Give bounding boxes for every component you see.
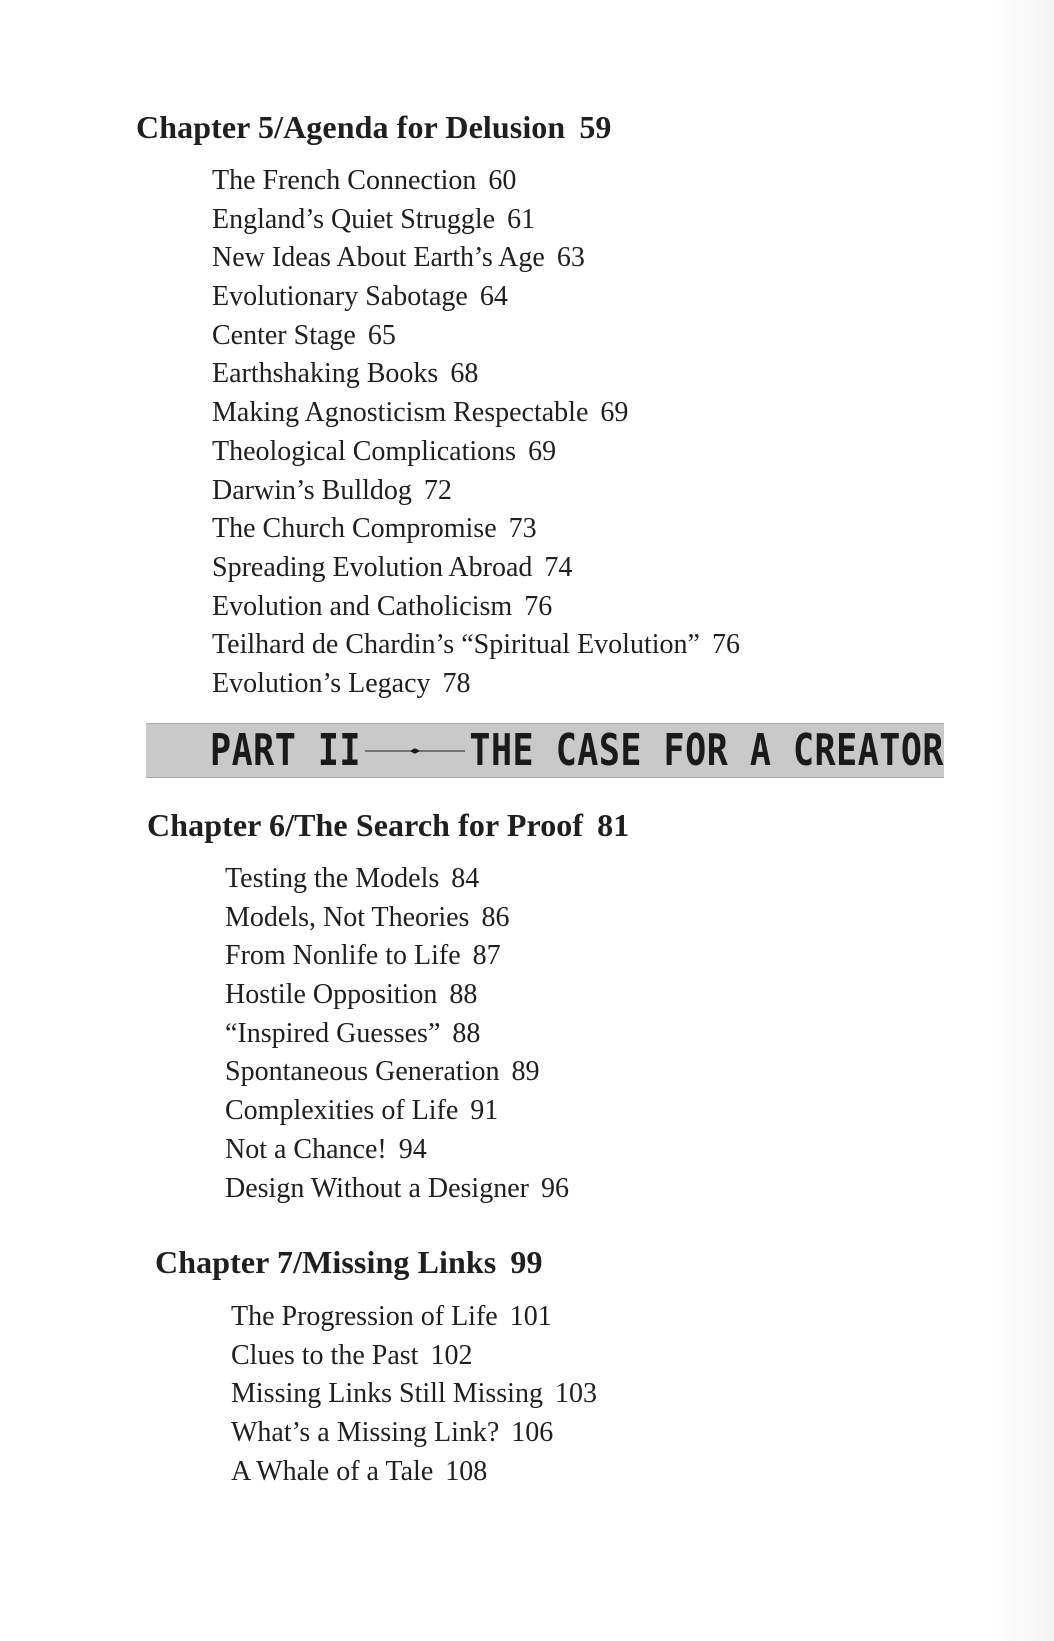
toc-entry: [212, 355, 740, 394]
entry-page-number: 86: [481, 901, 510, 933]
entry-page-number: 101: [509, 1301, 552, 1332]
entry-title: Evolution’s Legacy: [212, 667, 431, 699]
entry-page-number: 73: [508, 513, 537, 545]
toc-entry: [225, 899, 569, 938]
entry-page-number: 103: [554, 1378, 597, 1410]
toc-entry: [225, 1053, 569, 1092]
toc-entry: [225, 976, 569, 1015]
chapter-page-number: 81: [597, 807, 630, 843]
toc-entry: [212, 278, 740, 317]
toc-entry: [231, 1298, 597, 1337]
chapter-entries-list: [225, 860, 569, 1208]
entry-title: Spontaneous Generation: [225, 1056, 500, 1088]
entry-title: Spreading Evolution Abroad: [212, 551, 533, 583]
entry-page-number: 60: [488, 165, 517, 196]
entry-page-number: 68: [450, 358, 479, 390]
chapter-heading: [155, 1244, 543, 1281]
toc-entry: [212, 239, 740, 278]
toc-entry: [212, 549, 740, 588]
entry-title: “Inspired Guesses”: [225, 1017, 441, 1049]
toc-entry: [231, 1375, 597, 1414]
toc-entry: [225, 1170, 569, 1209]
toc-entry: [212, 510, 740, 549]
part-subtitle: THE CASE FOR A CREATOR: [469, 725, 944, 776]
toc-entry: [225, 1015, 569, 1054]
toc-entry: [212, 162, 740, 201]
toc-entry: [231, 1453, 597, 1492]
toc-entry: [225, 860, 569, 899]
entry-title: Design Without a Designer: [225, 1172, 529, 1204]
chapter-heading: [136, 109, 612, 146]
toc-entry: [212, 665, 740, 704]
entry-page-number: 76: [524, 590, 553, 622]
entry-page-number: 61: [507, 203, 536, 235]
entry-page-number: 65: [367, 319, 396, 351]
toc-entry: [231, 1414, 597, 1453]
entry-title: Testing the Models: [225, 863, 440, 894]
entry-title: Center Stage: [212, 319, 356, 351]
entry-page-number: 72: [423, 474, 452, 506]
entry-page-number: 91: [470, 1095, 499, 1127]
entry-title: The Progression of Life: [231, 1301, 498, 1332]
chapter-title: Chapter 6/The Search for Proof: [147, 807, 584, 843]
toc-entry: [212, 201, 740, 240]
entry-page-number: 108: [445, 1455, 488, 1487]
entry-title: Theological Complications: [212, 435, 517, 467]
entry-title: Earthshaking Books: [212, 358, 439, 390]
entry-page-number: 102: [430, 1339, 473, 1371]
chapter-heading: [147, 807, 629, 844]
page-edge-shadow: [994, 0, 1054, 1641]
entry-page-number: 106: [511, 1417, 554, 1449]
entry-title: Not a Chance!: [225, 1133, 387, 1165]
entry-title: Complexities of Life: [225, 1095, 459, 1127]
entry-title: Evolutionary Sabotage: [212, 281, 468, 313]
toc-entry: [225, 937, 569, 976]
entry-title: Making Agnosticism Respectable: [212, 397, 589, 429]
entry-title: Hostile Opposition: [225, 979, 438, 1011]
toc-entry: [212, 626, 740, 665]
entry-page-number: 94: [398, 1133, 427, 1165]
chapter-title: Chapter 5/Agenda for Delusion: [136, 109, 566, 145]
entry-page-number: 78: [442, 667, 471, 699]
entry-title: Missing Links Still Missing: [231, 1378, 543, 1410]
entry-page-number: 87: [472, 940, 501, 972]
entry-title: Teilhard de Chardin’s “Spiritual Evolution”: [212, 629, 700, 661]
entry-page-number: 88: [452, 1017, 481, 1049]
entry-title: Models, Not Theories: [225, 901, 470, 933]
entry-page-number: 96: [540, 1172, 569, 1204]
entry-title: Darwin’s Bulldog: [212, 474, 412, 506]
entry-title: England’s Quiet Struggle: [212, 203, 496, 235]
entry-page-number: 63: [556, 242, 585, 274]
entry-title: New Ideas About Earth’s Age: [212, 242, 545, 274]
chapter-page-number: 59: [579, 109, 612, 145]
entry-title: From Nonlife to Life: [225, 940, 461, 972]
toc-entry: [212, 317, 740, 356]
toc-entry: [212, 433, 740, 472]
toc-entry: [231, 1337, 597, 1376]
entry-page-number: 74: [544, 551, 573, 583]
entry-title: The French Connection: [212, 165, 477, 196]
toc-entry: [212, 588, 740, 627]
part-banner: [146, 723, 944, 778]
chapter-entries-list: [212, 162, 740, 704]
entry-page-number: 84: [451, 863, 480, 894]
entry-page-number: 89: [511, 1056, 540, 1088]
entry-page-number: 69: [600, 397, 629, 429]
entry-title: What’s a Missing Link?: [231, 1417, 500, 1449]
toc-entry: [225, 1131, 569, 1170]
entry-page-number: 76: [711, 629, 740, 661]
chapter-page-number: 99: [510, 1244, 543, 1280]
diamond-rule-icon: [365, 741, 465, 761]
chapter-title: Chapter 7/Missing Links: [155, 1244, 497, 1280]
entry-title: A Whale of a Tale: [231, 1455, 434, 1487]
part-label: PART II: [210, 725, 362, 776]
entry-title: Clues to the Past: [231, 1339, 419, 1371]
toc-entry: [212, 394, 740, 433]
entry-title: Evolution and Catholicism: [212, 590, 513, 622]
entry-title: The Church Compromise: [212, 513, 497, 545]
toc-entry: [212, 472, 740, 511]
entry-page-number: 88: [449, 979, 478, 1011]
entry-page-number: 64: [479, 281, 508, 313]
toc-entry: [225, 1092, 569, 1131]
entry-page-number: 69: [528, 435, 557, 467]
chapter-entries-list: [231, 1298, 597, 1491]
